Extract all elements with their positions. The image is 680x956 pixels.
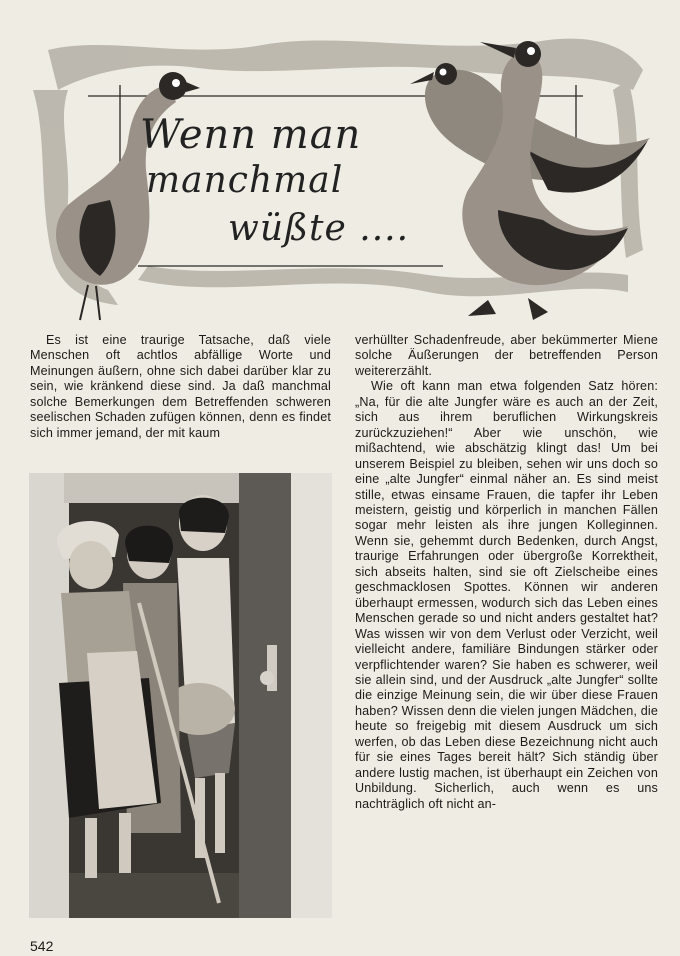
title-line-1: Wenn man (140, 112, 362, 158)
page-number: 542 (30, 938, 54, 954)
right-column (355, 333, 658, 812)
photo-women-at-door (29, 473, 332, 918)
right-paragraph-2: Wie oft kann man etwa folgenden Satz hören: „Na, für die alte Jungfer wäre es auch an der Zeit, sich aus ihrem beruflichen Wirkungskreis zurückzuziehen!“ Aber wie unschön, wie mißachtend, wie abschätzig klingt das! Um bei unserem Beispiel zu bleiben, sehen wir uns doch so eine „alte Jungfer“ einmal näher an. Es sind meist stille, etwas einsame Frauen, die tapfer ihr Leben meistern, geistig und körperlich in manchen Fällen sogar mehr leisten als ihre jungen Kolleginnen. Wenn sie, gehemmt durch Bedenken, durch Angst, traurige Erfahrungen oder übergroße Korrektheit, sich abseits halten, sind sie oft Zielscheibe eines geschmacklosen Spottes. Können wir anderen überhaupt ermessen, wodurch sich das Leben eines Menschen gerade so und nicht anders gestaltet hat? Was wissen wir von dem Verlust oder Verzicht, weil vielleicht andere, familiäre Bindungen stärker oder verpflichtender waren? Sie haben es schwerer, weil sie allein sind, und der Ausdruck „alte Jungfer“ sollte die einzige Meinung sein, die wir über diese Frauen haben? Wissen denn die vielen jungen Mädchen, die heute so freigebig mit diesem Ausdruck um sich werfen, ob das Leben diese Bezeichnung nicht auch für sie eines Tages bereit hält? Sich ständig über andere lustig machen, ist überhaupt ein Zeichen von Unbildung. Sicherlich, auch wenn es uns nachträglich oft nicht an- (355, 379, 658, 811)
title-line-2: manchmal (146, 160, 344, 201)
women-at-door-photo-icon (29, 473, 332, 918)
left-paragraph-1: Es ist eine traurige Tatsache, daß viele Menschen oft achtlos abfällige Worte und Meinungen äußern, ohne sich dabei darüber klar zu sein, wie kränkend diese sind. Ja daß manchmal solche Bemerkungen dem Betreffenden schweren seelischen Schaden zufügen können, denn es findet sich immer jemand, der mit kaum (30, 333, 331, 440)
title-line-3: wüßte .... (228, 208, 410, 249)
header-illustration (28, 30, 658, 330)
left-column (30, 333, 331, 441)
right-paragraph-1: verhüllter Schadenfreude, aber bekümmerter Miene solche Äußerungen der betreffenden Person weitererzählt. (355, 333, 658, 378)
